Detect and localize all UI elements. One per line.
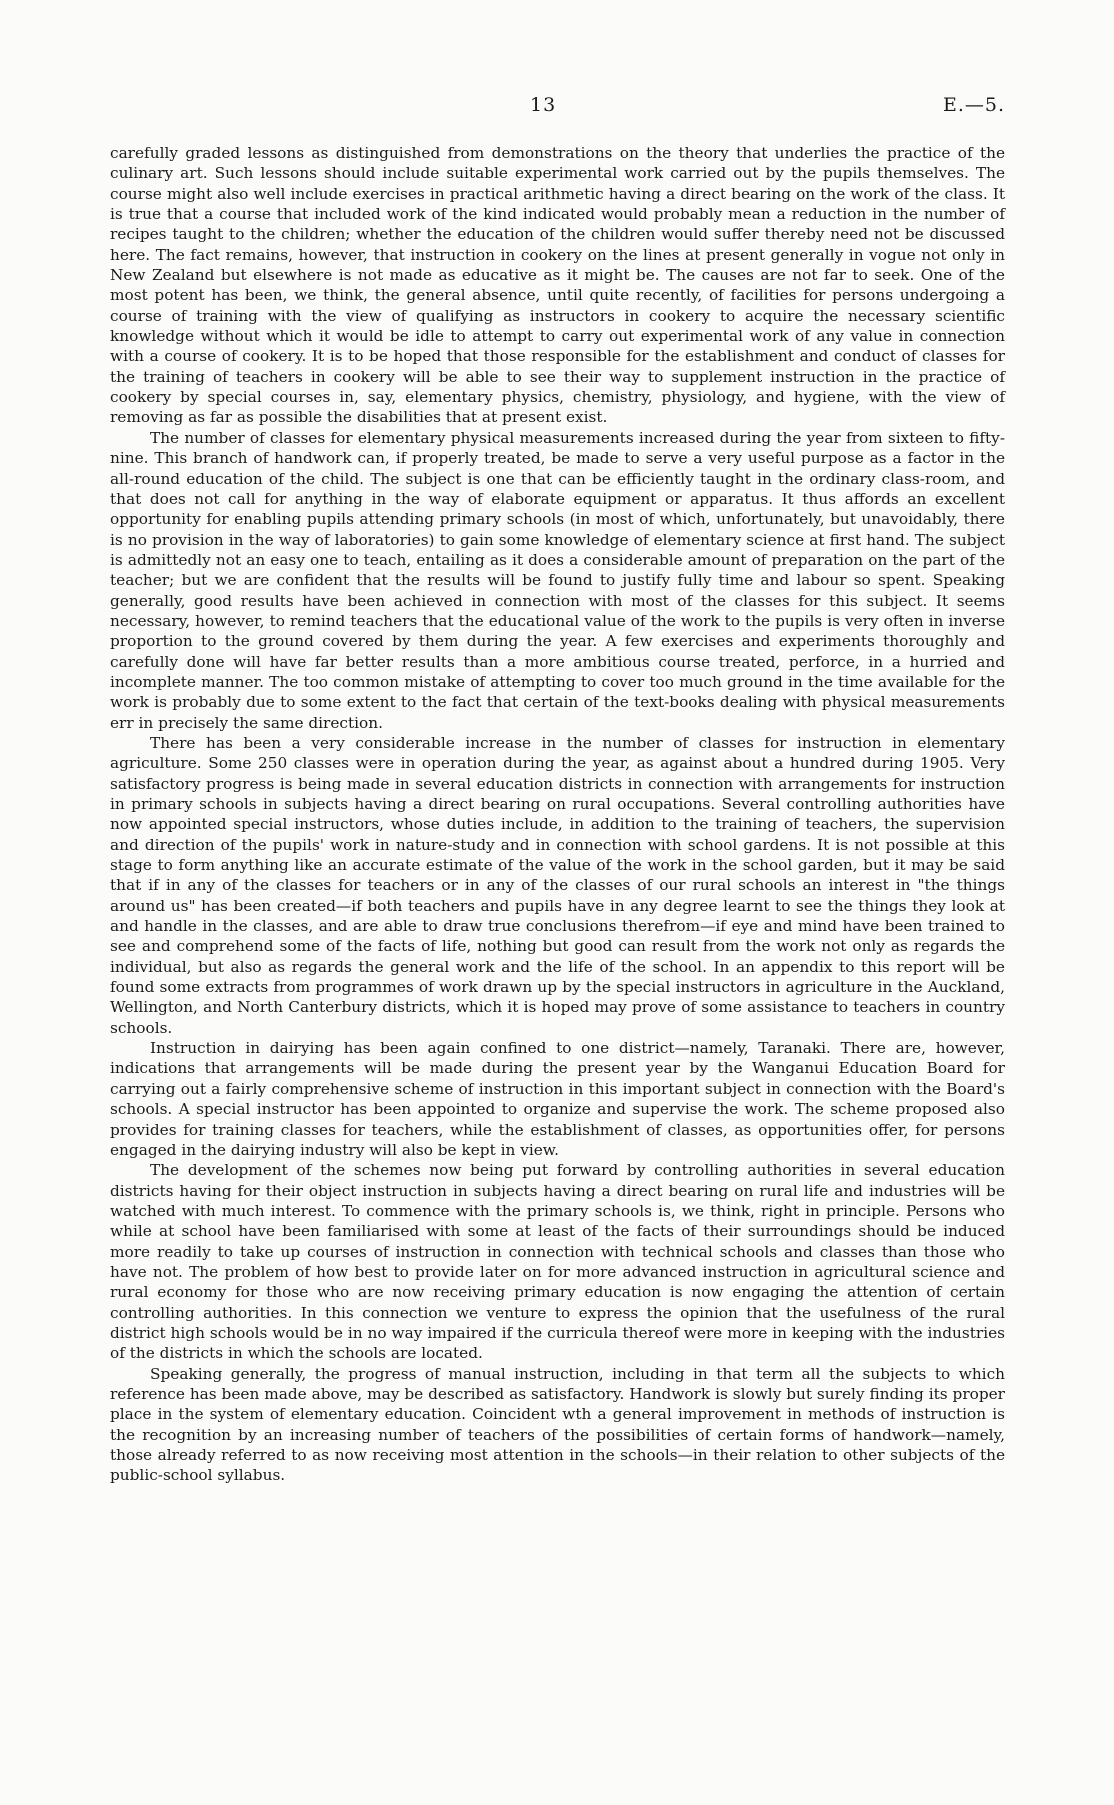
paragraph-cookery: carefully graded lessons as distinguished from demonstrations on the theory that underlies the practice of the culinary art. Such lessons should include suitable experimental work carried out by the pupils themselves. The course might also well include exercises in practical arithmetic having a direct bearing on the work of the class. It is true that a course that included work of the kind indicated would probably mean a reduction in the number of recipes taught to the children; whether the education of the children would suffer thereby need not be discussed here. The fact remains, however, that instruction in cookery on the lines at present generally in vogue not only in New Zealand but elsewhere is not made as educative as it might be. The causes are not far to seek. One of the most potent has been, we think, the general absence, until quite recently, of facilities for persons undergoing a course of training with the view of qualifying as instructors in cookery to acquire the necessary scientific knowledge without which it would be idle to attempt to carry out experimental work of any value in connection with a course of cookery. It is to be hoped that those responsible for the establishment and conduct of classes for the training of teachers in cookery will be able to see their way to supplement instruction in the practice of cookery by special courses in, say, elementary physics, chemistry, physiology, and hygiene, with the view of removing as far as possible the disabilities that at present exist. [110, 144, 1005, 427]
paragraph-physical-measurements: The number of classes for elementary physical measurements increased during the year from sixteen to fifty-nine. This branch of handwork can, if properly treated, be made to serve a very useful purpose as a factor in the all-round education of the child. The subject is one that can be efficiently taught in the ordinary class-room, and that does not call for anything in the way of elaborate equipment or apparatus. It thus affords an excellent opportunity for enabling pupils attending primary schools (in most of which, unfortunately, but unavoidably, there is no provision in the way of laboratories) to gain some knowledge of elementary science at first hand. The subject is admittedly not an easy one to teach, entailing as it does a considerable amount of preparation on the part of the teacher; but we are confident that the results will be found to justify fully time and labour so spent. Speaking generally, good results have been achieved in connection with most of the classes for this subject. It seems necessary, however, to remind teachers that the educational value of the work to the pupils is very often in inverse proportion to the ground covered by them during the year. A few exercises and experiments thoroughly and carefully done will have far better results than a more ambitious course treated, perforce, in a hurried and incomplete manner. The too common mistake of attempting to cover too much ground in the time available for the work is probably due to some extent to the fact that certain of the text-books dealing with physical measurements err in precisely the same direction. [110, 428, 1005, 732]
document-reference: E.—5. [942, 94, 1005, 116]
body-text [110, 143, 1005, 1486]
paragraph-rural-schemes: The development of the schemes now being put forward by controlling authorities in several education districts having for their object instruction in subjects having a direct bearing on rural life and industries will be watched with much interest. To commence with the primary schools is, we think, right in principle. Persons who while at school have been familiarised with some at least of the facts of their surroundings should be induced more readily to take up courses of instruction in connection with technical schools and classes than those who have not. The problem of how best to provide later on for more advanced instruction in agricultural science and rural economy for those who are now receiving primary education is now engaging the attention of certain controlling authorities. In this connection we venture to express the opinion that the usefulness of the rural district high schools would be in no way impaired if the curricula thereof were more in keeping with the industries of the districts in which the schools are located. [110, 1161, 1005, 1363]
page-number: 13 [530, 94, 557, 116]
paragraph-summary: Speaking generally, the progress of manual instruction, including in that term all the subjects to which reference has been made above, may be described as satisfactory. Handwork is slowly but surely finding its proper place in the system of elementary education. Coincident wth a general improvement in methods of instruction is the recognition by an increasing number of teachers of the possibilities of certain forms of handwork—namely, those already referred to as now receiving most attention in the schools—in their relation to other subjects of the public-school syllabus. [110, 1364, 1005, 1485]
paragraph-agriculture: There has been a very considerable increase in the number of classes for instruction in elementary agriculture. Some 250 classes were in operation during the year, as against about a hundred during 1905. Very satisfactory progress is being made in several education districts in connection with arrangements for instruction in primary schools in subjects having a direct bearing on rural occupations. Several controlling authorities have now appointed special instructors, whose duties include, in addition to the training of teachers, the supervision and direction of the pupils' work in nature-study and in connection with school gardens. It is not possible at this stage to form anything like an accurate estimate of the value of the work in the school garden, but it may be said that if in any of the classes for teachers or in any of the classes of our rural schools an interest in "the things around us" has been created—if both teachers and pupils have in any degree learnt to see the things they look at and handle in the classes, and are able to draw true conclusions therefrom—if eye and mind have been trained to see and comprehend some of the facts of life, nothing but good can result from the work not only as regards the individual, but also as regards the general work and the life of the school. In an appendix to this report will be found some extracts from programmes of work drawn up by the special instructors in agriculture in the Auckland, Wellington, and North Canterbury districts, which it is hoped may prove of some assistance to teachers in country schools. [110, 733, 1005, 1037]
paragraph-dairying: Instruction in dairying has been again confined to one district—namely, Taranaki. There are, however, indications that arrangements will be made during the present year by the Wanganui Education Board for carrying out a fairly comprehensive scheme of instruction in this important subject in connection with the Board's schools. A special instructor has been appointed to organize and supervise the work. The scheme proposed also provides for training classes for teachers, while the establishment of classes, as opportunities offer, for persons engaged in the dairying industry will also be kept in view. [110, 1039, 1005, 1159]
page-header [110, 94, 1005, 122]
